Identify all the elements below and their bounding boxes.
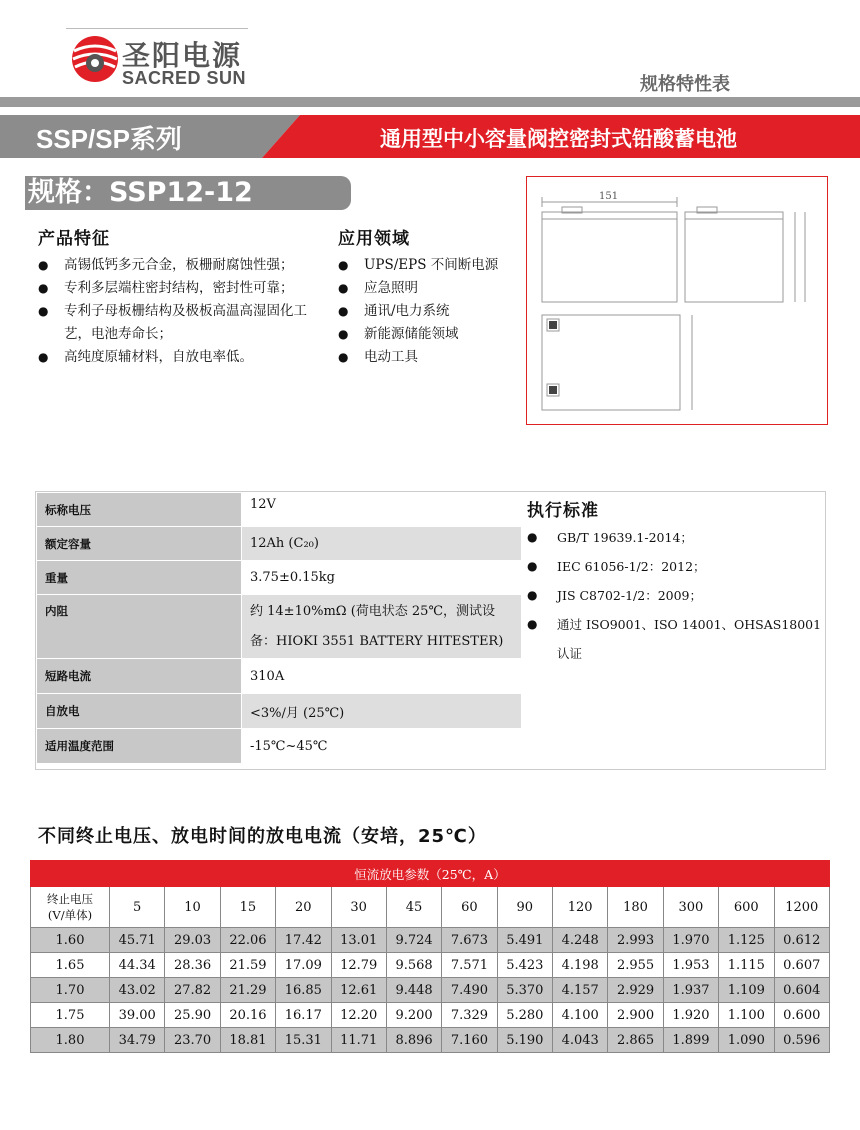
current-cell: 7.329 — [442, 1003, 497, 1028]
battery-diagram-icon — [527, 177, 827, 424]
voltage-cell: 1.60 — [31, 928, 110, 953]
current-cell: 16.85 — [276, 978, 331, 1003]
minute-header: 600 — [719, 887, 774, 928]
standard-item: ● IEC 61056-1/2：2012； — [527, 552, 822, 581]
table-row — [31, 978, 830, 1003]
current-cell: 45.71 — [110, 928, 165, 953]
sheet-title: 规格特性表 — [640, 74, 730, 95]
current-cell: 22.06 — [220, 928, 275, 953]
current-cell: 2.865 — [608, 1028, 663, 1053]
current-cell: 7.673 — [442, 928, 497, 953]
minute-header: 180 — [608, 887, 663, 928]
table-row — [31, 1028, 830, 1053]
spec-value: 3.75±0.15kg — [242, 561, 522, 595]
table-header: 恒流放电参数（25℃，A） — [31, 861, 830, 887]
current-cell: 17.42 — [276, 928, 331, 953]
current-cell: 28.36 — [165, 953, 220, 978]
current-cell: 27.82 — [165, 978, 220, 1003]
current-cell: 2.900 — [608, 1003, 663, 1028]
current-cell: 43.02 — [110, 978, 165, 1003]
standards-title: 执行标准 — [527, 501, 599, 521]
current-cell: 2.955 — [608, 953, 663, 978]
spec-key: 内阻 — [37, 595, 242, 659]
current-cell: 1.970 — [663, 928, 718, 953]
current-cell: 17.09 — [276, 953, 331, 978]
current-cell: 2.993 — [608, 928, 663, 953]
current-cell: 23.70 — [165, 1028, 220, 1053]
current-cell: 12.79 — [331, 953, 386, 978]
spec-value: -15℃~45℃ — [242, 729, 522, 764]
current-cell: 1.899 — [663, 1028, 718, 1053]
spec-key: 重量 — [37, 561, 242, 595]
table-row — [37, 595, 522, 659]
table-row — [31, 953, 830, 978]
current-cell: 20.16 — [220, 1003, 275, 1028]
current-cell: 0.607 — [774, 953, 830, 978]
minute-header: 90 — [497, 887, 552, 928]
minute-header: 1200 — [774, 887, 830, 928]
current-cell: 9.724 — [386, 928, 441, 953]
logo-divider — [66, 28, 248, 29]
current-cell: 12.61 — [331, 978, 386, 1003]
table-row — [37, 493, 522, 527]
current-cell: 34.79 — [110, 1028, 165, 1053]
minute-header: 15 — [220, 887, 275, 928]
table-row — [31, 1003, 830, 1028]
current-cell: 29.03 — [165, 928, 220, 953]
spec-value: 310A — [242, 659, 522, 694]
features-title: 产品特征 — [38, 229, 110, 249]
current-cell: 4.043 — [553, 1028, 608, 1053]
minute-header: 5 — [110, 887, 165, 928]
applications-title: 应用领域 — [338, 229, 410, 249]
application-item: ● 新能源储能领域 — [338, 323, 528, 346]
current-cell: 0.612 — [774, 928, 830, 953]
minutes-row — [31, 887, 830, 928]
standard-item: ● 通过 ISO9001、ISO 14001、OHSAS18001 认证 — [527, 610, 822, 668]
dimension-label: 151 — [599, 191, 619, 202]
table-row — [37, 694, 522, 729]
current-cell: 15.31 — [276, 1028, 331, 1053]
table-row — [37, 561, 522, 595]
current-cell: 44.34 — [110, 953, 165, 978]
feature-item: ● 专利多层端柱密封结构，密封性可靠； — [38, 277, 308, 300]
feature-item: ● 高纯度原辅材料，自放电率低。 — [38, 346, 308, 369]
application-item: ● 电动工具 — [338, 346, 528, 369]
current-cell: 21.59 — [220, 953, 275, 978]
current-cell: 1.100 — [719, 1003, 774, 1028]
current-cell: 7.571 — [442, 953, 497, 978]
application-item: ● 应急照明 — [338, 277, 528, 300]
table-row — [31, 928, 830, 953]
current-cell: 7.490 — [442, 978, 497, 1003]
spec-value: 12V — [242, 493, 522, 527]
current-cell: 1.920 — [663, 1003, 718, 1028]
row-header-label: 终止电压 (V/单体) — [31, 887, 110, 928]
battery-drawing — [526, 176, 828, 425]
header-bar — [0, 97, 860, 107]
current-cell: 7.160 — [442, 1028, 497, 1053]
brand-name-en: SACRED SUN — [122, 68, 247, 88]
current-cell: 0.600 — [774, 1003, 830, 1028]
applications-section — [338, 229, 528, 369]
spec-value: 12Ah (C₂₀) — [242, 527, 522, 561]
current-cell: 25.90 — [165, 1003, 220, 1028]
current-cell: 4.157 — [553, 978, 608, 1003]
spec-key: 自放电 — [37, 694, 242, 729]
feature-item: ● 专利子母板栅结构及极板高温高湿固化工艺，电池寿命长； — [38, 300, 308, 346]
discharge-title: 不同终止电压、放电时间的放电电流（安培，25℃） — [38, 826, 487, 847]
model-label: 规格：SSP12-12 — [28, 177, 253, 208]
current-cell: 18.81 — [220, 1028, 275, 1053]
standards-section — [527, 496, 822, 668]
table-row — [37, 527, 522, 561]
standard-item: ● GB/T 19639.1-2014； — [527, 523, 822, 552]
current-cell: 2.929 — [608, 978, 663, 1003]
current-cell: 5.190 — [497, 1028, 552, 1053]
current-cell: 1.090 — [719, 1028, 774, 1053]
standard-item: ● JIS C8702-1/2：2009； — [527, 581, 822, 610]
current-cell: 1.109 — [719, 978, 774, 1003]
current-cell: 1.115 — [719, 953, 774, 978]
spec-key: 短路电流 — [37, 659, 242, 694]
voltage-cell: 1.80 — [31, 1028, 110, 1053]
current-cell: 4.198 — [553, 953, 608, 978]
current-cell: 39.00 — [110, 1003, 165, 1028]
current-cell: 1.953 — [663, 953, 718, 978]
spec-table — [36, 492, 522, 764]
series-name: SSP/SP系列 — [36, 124, 182, 154]
current-cell: 9.448 — [386, 978, 441, 1003]
spec-value: 约 14±10%mΩ (荷电状态 25℃，测试设备：HIOKI 3551 BATTERY HITESTER) — [242, 595, 522, 659]
discharge-table — [30, 860, 830, 1053]
current-cell: 0.604 — [774, 978, 830, 1003]
current-cell: 1.937 — [663, 978, 718, 1003]
current-cell: 5.370 — [497, 978, 552, 1003]
spec-value: <3%/月 (25℃) — [242, 694, 522, 729]
current-cell: 11.71 — [331, 1028, 386, 1053]
current-cell: 21.29 — [220, 978, 275, 1003]
application-item: ● 通讯/电力系统 — [338, 300, 528, 323]
table-row — [37, 659, 522, 694]
minute-header: 20 — [276, 887, 331, 928]
spec-key: 额定容量 — [37, 527, 242, 561]
minute-header: 45 — [386, 887, 441, 928]
current-cell: 5.491 — [497, 928, 552, 953]
minute-header: 300 — [663, 887, 718, 928]
current-cell: 4.100 — [553, 1003, 608, 1028]
series-description: 通用型中小容量阀控密封式铅酸蓄电池 — [380, 127, 737, 151]
application-item: ● UPS/EPS 不间断电源 — [338, 254, 528, 277]
table-header-row — [31, 861, 830, 887]
brand-logo-icon — [70, 33, 120, 85]
current-cell: 0.596 — [774, 1028, 830, 1053]
current-cell: 4.248 — [553, 928, 608, 953]
current-cell: 16.17 — [276, 1003, 331, 1028]
spec-key: 标称电压 — [37, 493, 242, 527]
current-cell: 8.896 — [386, 1028, 441, 1053]
spec-key: 适用温度范围 — [37, 729, 242, 764]
voltage-cell: 1.70 — [31, 978, 110, 1003]
minute-header: 60 — [442, 887, 497, 928]
table-row — [37, 729, 522, 764]
current-cell: 9.568 — [386, 953, 441, 978]
voltage-cell: 1.75 — [31, 1003, 110, 1028]
current-cell: 9.200 — [386, 1003, 441, 1028]
current-cell: 1.125 — [719, 928, 774, 953]
minute-header: 120 — [553, 887, 608, 928]
minute-header: 30 — [331, 887, 386, 928]
brand-name-cn: 圣阳电源 — [122, 39, 243, 72]
current-cell: 5.423 — [497, 953, 552, 978]
current-cell: 12.20 — [331, 1003, 386, 1028]
minute-header: 10 — [165, 887, 220, 928]
current-cell: 13.01 — [331, 928, 386, 953]
features-section — [38, 229, 308, 369]
current-cell: 5.280 — [497, 1003, 552, 1028]
voltage-cell: 1.65 — [31, 953, 110, 978]
feature-item: ● 高锡低钙多元合金，板栅耐腐蚀性强； — [38, 254, 308, 277]
